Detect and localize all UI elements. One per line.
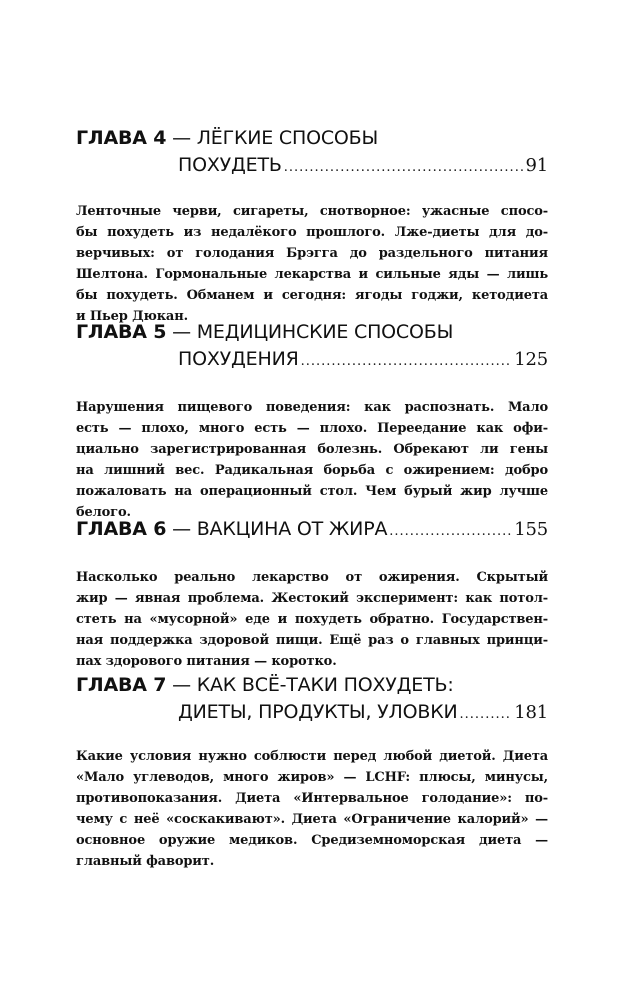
toc-entry-chapter-4 xyxy=(76,125,548,327)
description-line: основное оружие медиков. Средиземноморская диета — xyxy=(76,833,548,848)
chapter-label: ГЛАВА 4 xyxy=(76,127,167,149)
chapter-description xyxy=(76,397,548,523)
description-line: главный фаворит. xyxy=(76,854,215,869)
description-line: белого. xyxy=(76,505,131,520)
leader-dots xyxy=(284,154,524,181)
chapter-title-line: ДИЕТЫ, ПРОДУКТЫ, УЛОВКИ xyxy=(178,701,458,723)
chapter-title-line: — МЕДИЦИНСКИЕ СПОСОБЫ xyxy=(172,321,454,343)
page-number: 125 xyxy=(514,349,548,370)
page-number: 91 xyxy=(525,155,548,176)
leader-dots xyxy=(389,518,512,545)
description-line: «Мало углеводов, много жиров» — LCHF: плюсы, минусы, xyxy=(76,770,548,785)
description-line: чему с неё «соскакивают». Диета «Ограничение калорий» — xyxy=(76,812,548,827)
page-number: 181 xyxy=(514,702,548,723)
description-line: Нарушения пищевого поведения: как распознать. Мало xyxy=(76,400,548,415)
description-line: жир — явная проблема. Жестокий эксперимент: как потол- xyxy=(76,591,548,606)
description-line: бы похудеть из недалёкого прошлого. Лже-диеты для до- xyxy=(76,225,548,240)
description-line: Ленточные черви, сигареты, снотворное: ужасные спосо- xyxy=(76,204,548,219)
description-line: верчивых: от голодания Брэгга до раздельного питания xyxy=(76,246,548,261)
description-line: противопоказания. Диета «Интервальное голодание»: по- xyxy=(76,791,548,806)
chapter-title-line: — ВАКЦИНА ОТ ЖИРА xyxy=(172,518,388,540)
chapter-heading xyxy=(76,672,548,728)
description-line: циально зарегистрированная болезнь. Обрекают ли гены xyxy=(76,442,548,457)
toc-entry-chapter-7 xyxy=(76,672,548,872)
leader-dots xyxy=(460,701,513,728)
description-line: есть — плохо, много есть — плохо. Переедание как офи- xyxy=(76,421,548,436)
description-line: Шелтона. Гормональные лекарства и сильные яды — лишь xyxy=(76,267,548,282)
description-line: пах здорового питания — коротко. xyxy=(76,654,337,669)
chapter-label: ГЛАВА 5 xyxy=(76,321,167,343)
chapter-description xyxy=(76,746,548,872)
chapter-description xyxy=(76,567,548,672)
page-number: 155 xyxy=(514,519,548,540)
chapter-label: ГЛАВА 6 xyxy=(76,518,167,540)
chapter-heading xyxy=(76,125,548,181)
chapter-title-line: — КАК ВСЁ-ТАКИ ПОХУДЕТЬ: xyxy=(172,674,454,696)
description-line: и Пьер Дюкан. xyxy=(76,309,188,324)
chapter-description xyxy=(76,201,548,327)
description-line: стеть на «мусорной» еде и похудеть обратно. Государствен- xyxy=(76,612,548,627)
chapter-title-line: — ЛЁГКИЕ СПОСОБЫ xyxy=(172,127,379,149)
toc-entry-chapter-5 xyxy=(76,319,548,523)
leader-dots xyxy=(301,348,513,375)
chapter-title-line: ПОХУДЕНИЯ xyxy=(178,348,299,370)
description-line: Насколько реально лекарство от ожирения. Скрытый xyxy=(76,570,548,585)
chapter-label: ГЛАВА 7 xyxy=(76,674,167,696)
description-line: на лишний вес. Радикальная борьба с ожирением: добро xyxy=(76,463,548,478)
chapter-heading xyxy=(76,319,548,375)
chapter-heading xyxy=(76,516,548,545)
description-line: пожаловать на операционный стол. Чем бурый жир лучше xyxy=(76,484,548,499)
toc-entry-chapter-6 xyxy=(76,516,548,672)
description-line: ная поддержка здоровой пищи. Ещё раз о главных принци- xyxy=(76,633,548,648)
chapter-title-line: ПОХУДЕТЬ xyxy=(178,154,282,176)
description-line: бы похудеть. Обманем и сегодня: ягоды годжи, кетодиета xyxy=(76,288,548,303)
description-line: Какие условия нужно соблюсти перед любой диетой. Диета xyxy=(76,749,548,764)
